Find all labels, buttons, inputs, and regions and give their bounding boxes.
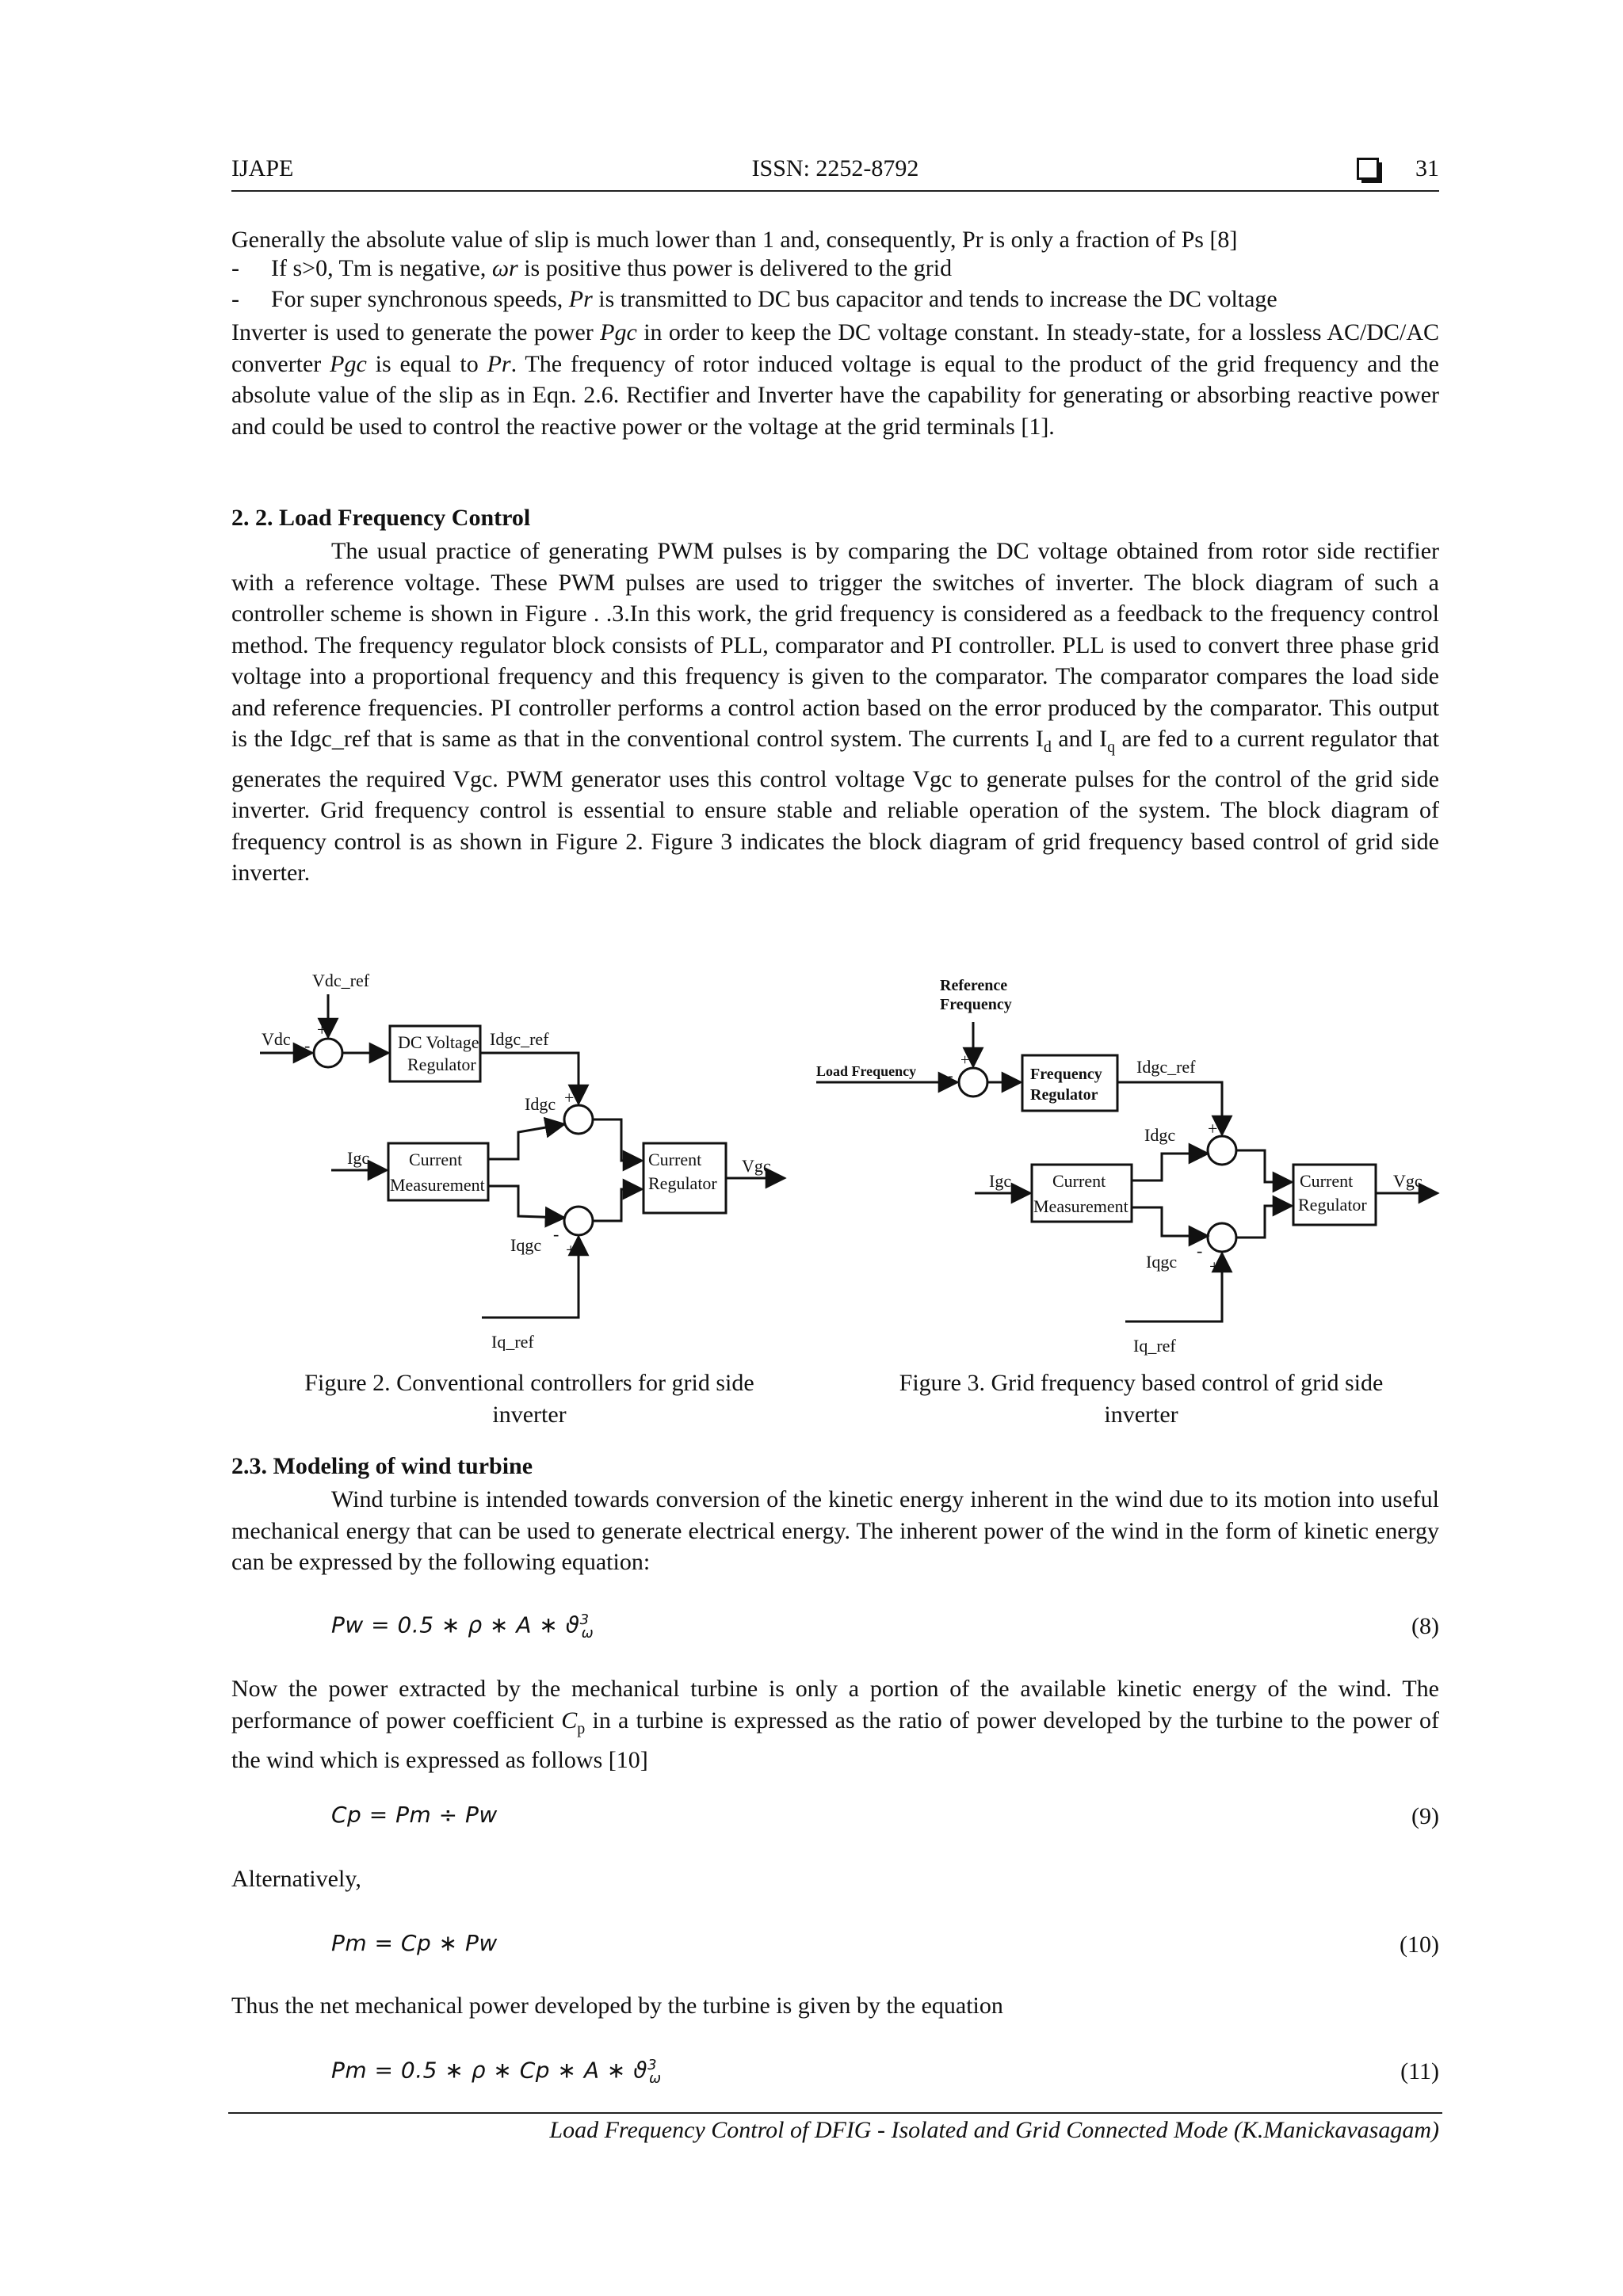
intro-text-c: is equal to — [366, 350, 487, 377]
bullet-1-omega: ωr — [491, 255, 518, 281]
equation-8-sup: 3 — [579, 1611, 590, 1628]
vdc-ref-label: Vdc_ref — [312, 971, 370, 990]
current-measurement-label-2: Measurement — [1033, 1196, 1128, 1216]
equation-11-sup: 3 — [647, 2057, 658, 2073]
vgc-label: Vgc — [742, 1156, 771, 1176]
iqgc-feedback-arrow — [1132, 1207, 1208, 1236]
figure-3-diagram — [816, 974, 1450, 1360]
bullet-2-text-a: For super synchronous speeds, — [271, 286, 569, 312]
reference-frequency-label-1: Reference — [940, 977, 1008, 994]
equation-9-number: (9) — [1411, 1803, 1439, 1829]
idgc-label: Idgc — [1144, 1125, 1176, 1145]
idgc-label: Idgc — [525, 1094, 556, 1114]
idgc-ref-label: Idgc_ref — [490, 1029, 549, 1049]
bullet-dash: - — [231, 286, 239, 312]
equation-8-sub: ω — [581, 1624, 594, 1642]
section-2-3-text3-body: Thus the net mechanical power developed by the turbine is given by the equation — [231, 1993, 1003, 2019]
sum-junction-iqgc — [1208, 1223, 1236, 1252]
intro-text-d: . The frequency of rotor induced voltage is equal to the product of the grid frequency and the absolute value of the slip as in Eqn. 2.6. Rectifier and Inverter have the capability for generating or absorbing reactive power and could be used to control the reactive power or the voltage at the grid terminals [1]. — [231, 350, 1440, 440]
plus-sign: + — [317, 1020, 327, 1039]
figure-2-caption-line-1: Figure 2. Conventional controllers for grid side — [304, 1370, 754, 1396]
bullet-1 — [231, 255, 952, 282]
sum-junction-idgc — [1208, 1136, 1236, 1165]
dc-regulator-label-1: DC Voltage — [398, 1032, 479, 1052]
minus-sign: - — [553, 1224, 559, 1244]
section-2-2-text-a: The usual practice of generating PWM pulses is by comparing the DC voltage obtained from rotor side rectifier with a reference voltage. These PWM pulses are used to trigger the switches of inverter. The block diagram of such a controller scheme is shown in Figure . .3.In this work, the grid frequency is considered as a feedback to the frequency control method. The frequency regulator block consists of PLL, comparator and PI controller. PLL is used to convert three phase grid voltage into a proportional frequency and this frequency is given to the comparator. The comparator compares the load side and reference frequencies. PI controller performs a control action based on the error produced by the comparator. This output is the Idgc_ref that is same as that in the conventional control system. The currents I — [231, 538, 1439, 752]
equation-11 — [331, 2057, 662, 2087]
bullet-1-text-b: is positive thus power is delivered to the grid — [517, 255, 953, 281]
plus-sign: + — [566, 1240, 576, 1260]
frequency-regulator-label-2: Regulator — [1030, 1086, 1098, 1104]
equation-8-number: (8) — [1411, 1613, 1439, 1639]
frequency-regulator-label-1: Frequency — [1030, 1066, 1102, 1083]
intro-text-a: Inverter is used to generate the power — [231, 319, 601, 345]
load-frequency-label: Load Frequency — [816, 1063, 917, 1079]
pgc-term: Pgc — [600, 319, 637, 345]
equation-11-sub: ω — [649, 2069, 662, 2087]
pr-term: Pr — [487, 350, 511, 377]
igc-label: Igc — [347, 1148, 370, 1168]
footer-rule — [228, 2112, 1442, 2114]
iqgc-error-arrow — [1236, 1206, 1292, 1238]
intro-text-b: in order to keep the DC voltage constant. In steady-state, for a lossless AC/DC/AC converter — [231, 319, 1439, 377]
section-heading-2-2: 2. 2. Load Frequency Control — [231, 505, 531, 531]
current-measurement-label-1: Current — [409, 1150, 463, 1169]
figure-3-caption — [840, 1367, 1442, 1431]
running-footer: Load Frequency Control of DFIG - Isolated and Grid Connected Mode (K.Manickavasagam) — [549, 2117, 1439, 2143]
plus-sign: + — [1209, 1257, 1220, 1276]
pgc-term: Pgc — [330, 350, 367, 377]
bullet-2-text-b: is transmitted to DC bus capacitor and tends to increase the DC voltage — [592, 286, 1277, 312]
section-2-3-text3 — [231, 1990, 1439, 2022]
square-bullet-icon — [1357, 158, 1379, 180]
alternatively-text — [231, 1863, 1439, 1895]
bullet-2-pr: Pr — [568, 286, 593, 312]
sum-junction-freq — [959, 1068, 987, 1097]
journal-name: IJAPE — [231, 155, 294, 181]
bullet-dash: - — [231, 255, 239, 281]
section-2-2-paragraph — [231, 536, 1439, 889]
idgc-ref-label: Idgc_ref — [1136, 1057, 1196, 1077]
iqgc-label: Iqgc — [510, 1235, 542, 1255]
equation-8 — [331, 1611, 594, 1642]
idgc-error-arrow — [593, 1119, 642, 1161]
section-2-3-text2-b: in a turbine is expressed as the ratio of power developed by the turbine to the power of the wind which is expressed as follows [10] — [231, 1707, 1439, 1773]
igc-label: Igc — [989, 1171, 1012, 1191]
intro-line-1 — [231, 224, 1439, 256]
section-2-3-text2-a: Now the power extracted by the mechanical turbine is only a portion of the available kinetic energy of the wind. The performance of power coefficient — [231, 1676, 1439, 1733]
iq-ref-label: Iq_ref — [1133, 1336, 1176, 1356]
figure-3-caption-line-1: Figure 3. Grid frequency based control of grid side — [899, 1370, 1384, 1396]
issn: ISSN: 2252-8792 — [751, 155, 919, 181]
figure-2-diagram — [252, 963, 792, 1351]
sum-junction-vdc — [314, 1039, 342, 1067]
iq-ref-label: Iq_ref — [491, 1332, 534, 1351]
iqgc-error-arrow — [593, 1189, 642, 1221]
equation-10-number: (10) — [1400, 1932, 1439, 1958]
minus-sign: - — [1197, 1146, 1203, 1165]
subscript-d: d — [1043, 738, 1052, 756]
current-regulator-label-1: Current — [648, 1150, 702, 1169]
bullet-2 — [231, 286, 1277, 313]
section-heading-2-3: 2.3. Modeling of wind turbine — [231, 1453, 533, 1479]
section-2-3-paragraph-2 — [231, 1673, 1439, 1776]
vdc-label: Vdc — [262, 1029, 291, 1049]
plus-sign: + — [1208, 1119, 1218, 1138]
minus-sign: - — [1197, 1241, 1203, 1261]
bullet-1-text-a: If s>0, Tm is negative, — [271, 255, 492, 281]
current-measurement-label-1: Current — [1052, 1171, 1106, 1191]
alternatively-label: Alternatively, — [231, 1866, 361, 1892]
section-2-2-text-c: are fed to a current regulator that generates the required Vgc. PWM generator uses this control voltage Vgc to generate pulses for the control of the grid side inverter. Grid frequency control is essential to ensure stable and reliable operation of the system. The block diagram of frequency control is as shown in Figure 2. Figure 3 indicates the block diagram of grid frequency based control of grid side inverter. — [231, 726, 1439, 886]
dc-regulator-label-2: Regulator — [407, 1055, 476, 1074]
equation-8-body: Pw = 0.5 ∗ ρ ∗ A ∗ ϑ — [331, 1611, 580, 1638]
equation-11-number: (11) — [1400, 2058, 1439, 2084]
cp-subscript: p — [577, 1719, 586, 1737]
iqgc-label: Iqgc — [1146, 1252, 1178, 1272]
vgc-label: Vgc — [1393, 1171, 1423, 1191]
sum-junction-iqgc — [564, 1207, 593, 1235]
current-regulator-label-1: Current — [1300, 1171, 1354, 1191]
plus-sign: + — [960, 1051, 970, 1069]
equation-10: Pm = Cp ∗ Pw — [331, 1930, 498, 1956]
equation-11-body: Pm = 0.5 ∗ ρ ∗ Cp ∗ A ∗ ϑ — [331, 2057, 648, 2084]
page-number-group — [1357, 155, 1439, 182]
current-regulator-label-2: Regulator — [1298, 1195, 1367, 1215]
section-2-2-text-b: and I — [1051, 726, 1108, 752]
page-number: 31 — [1415, 155, 1439, 181]
intro-line-1-text: Generally the absolute value of slip is much lower than 1 and, consequently, Pr is only a fraction of Ps [8] — [231, 227, 1238, 253]
idgc-error-arrow — [1236, 1150, 1292, 1182]
section-2-3-text: Wind turbine is intended towards conversion of the kinetic energy inherent in the wind due to its motion into useful mechanical energy that can be used to generate electrical energy. The inherent power of the wind in the form of kinetic energy can be expressed by the following equation: — [231, 1486, 1439, 1575]
page-header — [231, 155, 1439, 192]
section-2-3-paragraph — [231, 1484, 1439, 1578]
equation-9: Cp = Pm ÷ Pw — [331, 1802, 498, 1828]
subscript-q: q — [1107, 738, 1116, 756]
minus-sign: - — [304, 1035, 311, 1055]
current-regulator-label-2: Regulator — [648, 1173, 717, 1193]
cp-term: C — [561, 1707, 578, 1733]
sum-junction-idgc — [564, 1105, 593, 1134]
figure-2-caption-line-2: inverter — [492, 1402, 567, 1428]
reference-frequency-label-2: Frequency — [940, 996, 1012, 1013]
figure-3-caption-line-2: inverter — [1104, 1402, 1178, 1428]
iqgc-feedback-arrow — [488, 1186, 564, 1218]
figure-2-caption — [252, 1367, 807, 1431]
intro-paragraph — [231, 317, 1439, 442]
minus-sign: - — [553, 1115, 559, 1135]
current-measurement-label-2: Measurement — [390, 1175, 485, 1195]
minus-sign: - — [948, 1067, 953, 1085]
plus-sign: + — [564, 1088, 575, 1108]
